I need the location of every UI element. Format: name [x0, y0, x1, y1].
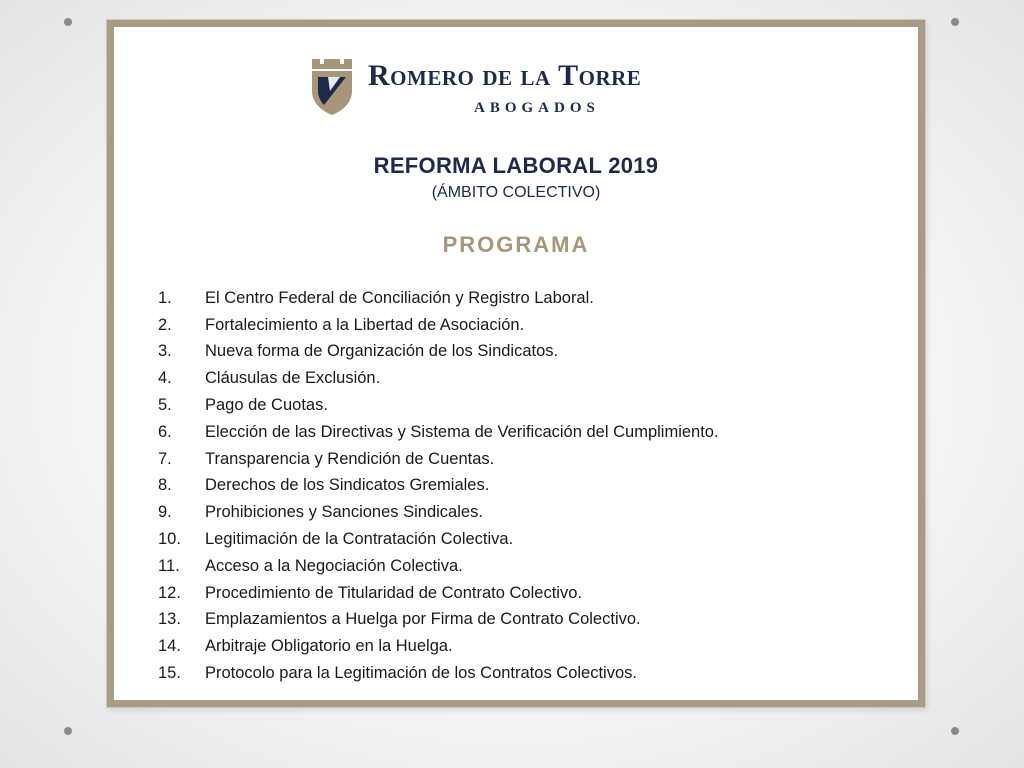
item-text: Acceso a la Negociación Colectiva.	[205, 556, 463, 575]
page-title: REFORMA LABORAL 2019	[373, 153, 659, 178]
item-number: 3.	[158, 342, 172, 361]
program-list	[158, 285, 719, 687]
item-number: 15.	[158, 664, 181, 683]
list-item	[158, 580, 719, 607]
list-item	[158, 419, 719, 446]
item-text: Derechos de los Sindicatos Gremiales.	[205, 476, 490, 495]
corner-dot-top-right	[951, 18, 959, 26]
item-number: 14.	[158, 637, 181, 656]
item-text: Nueva forma de Organización de los Sindicatos.	[205, 342, 559, 361]
shield-crest-icon	[310, 57, 354, 117]
list-item	[158, 633, 719, 660]
item-text: Transparencia y Rendición de Cuentas.	[205, 449, 495, 468]
item-number: 4.	[158, 369, 172, 388]
item-text: Elección de las Directivas y Sistema de Verificación del Cumplimiento.	[205, 422, 719, 441]
item-text: Emplazamientos a Huelga por Firma de Contrato Colectivo.	[205, 610, 641, 629]
logo-subtitle: ABOGADOS	[474, 100, 600, 116]
item-number: 10.	[158, 530, 181, 549]
list-item	[158, 392, 719, 419]
item-text: Protocolo para la Legitimación de los Contratos Colectivos.	[205, 664, 637, 683]
corner-dot-bottom-right	[951, 727, 959, 735]
page-subtitle: (ÁMBITO COLECTIVO)	[431, 184, 601, 201]
item-text: Legitimación de la Contratación Colectiva.	[205, 530, 514, 549]
item-text: El Centro Federal de Conciliación y Registro Laboral.	[205, 288, 594, 307]
item-number: 12.	[158, 583, 181, 602]
list-item	[158, 607, 719, 634]
item-number: 6.	[158, 422, 172, 441]
item-number: 8.	[158, 476, 172, 495]
item-text: Cláusulas de Exclusión.	[205, 369, 381, 388]
item-number: 7.	[158, 449, 172, 468]
list-item	[158, 446, 719, 473]
corner-dot-top-left	[64, 18, 72, 26]
item-text: Procedimiento de Titularidad de Contrato Colectivo.	[205, 583, 582, 602]
item-text: Arbitraje Obligatorio en la Huelga.	[205, 637, 453, 656]
item-number: 9.	[158, 503, 172, 522]
item-number: 5.	[158, 396, 172, 415]
list-item	[158, 473, 719, 500]
item-number: 11.	[158, 556, 180, 575]
item-number: 2.	[158, 315, 172, 334]
list-item	[158, 526, 719, 553]
corner-dot-bottom-left	[64, 727, 72, 735]
slide-frame	[107, 20, 925, 707]
list-item	[158, 553, 719, 580]
item-text: Fortalecimiento a la Libertad de Asociación.	[205, 315, 525, 334]
item-number: 13.	[158, 610, 181, 629]
list-item	[158, 499, 719, 526]
section-heading: PROGRAMA	[442, 232, 590, 257]
list-item	[158, 660, 719, 687]
item-number: 1.	[158, 288, 172, 307]
item-text: Pago de Cuotas.	[205, 396, 328, 415]
list-item	[158, 312, 719, 339]
list-item	[158, 339, 719, 366]
item-text: Prohibiciones y Sanciones Sindicales.	[205, 503, 483, 522]
list-item	[158, 285, 719, 312]
logo	[310, 57, 730, 127]
logo-name: Romero de la Torre	[368, 59, 642, 92]
list-item	[158, 365, 719, 392]
